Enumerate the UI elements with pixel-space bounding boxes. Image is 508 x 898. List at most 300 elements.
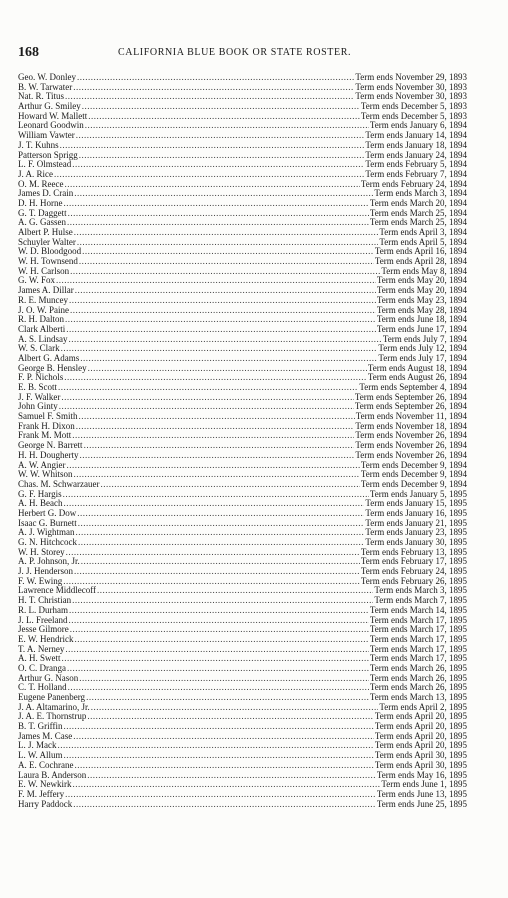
term-end-date: Term ends January 15, 1895 [365, 499, 467, 509]
roster-entry [18, 586, 467, 596]
roster-entry [18, 461, 467, 471]
dot-leader [63, 577, 360, 587]
officer-name: O. M. Reece [18, 179, 64, 189]
dot-leader [72, 596, 373, 606]
officer-name: Chas. M. Schwarzauer [18, 479, 100, 489]
term-end-date: Term ends May 20, 1894 [376, 286, 467, 296]
term-end-date: Term ends December 5, 1893 [360, 111, 467, 121]
officer-name: W. D. Bloodgood [18, 247, 82, 257]
roster-entry [18, 780, 467, 790]
roster-entry [18, 499, 467, 509]
officer-name: J. A. Altamarino, Jr. [18, 702, 90, 712]
page-header [18, 45, 478, 63]
officer-name: Schuyler Walter [18, 237, 76, 247]
term-end-date: Term ends January 14, 1894 [365, 131, 467, 141]
term-end-date: Term ends January 30, 1895 [365, 538, 467, 547]
officer-name: A. E. Cochrane [18, 760, 74, 770]
dot-leader [68, 683, 369, 693]
officer-name: James M. Case [18, 731, 73, 741]
officer-name: Lawrence Middlecoff [18, 586, 97, 596]
term-end-date: Term ends March 17, 1895 [369, 644, 467, 654]
dot-leader [77, 73, 354, 83]
officer-name: Howard W. Mallett [18, 111, 88, 121]
officer-name: Herbert G. Dow [18, 508, 77, 518]
dot-leader [80, 451, 355, 461]
dot-leader [61, 393, 354, 403]
term-end-date: Term ends April 16, 1894 [374, 247, 467, 257]
roster-entry [18, 247, 467, 257]
roster-entry [18, 722, 467, 732]
term-end-date: Term ends December 9, 1894 [360, 470, 467, 480]
term-end-date: Term ends February 24, 1894 [360, 179, 467, 189]
officer-name: Nat. R. Titus [18, 92, 65, 102]
roster-entry [18, 180, 467, 190]
dot-leader [75, 528, 364, 538]
term-end-date: Term ends September 4, 1894 [359, 383, 467, 392]
term-end-date: Term ends November 30, 1893 [355, 92, 467, 102]
roster-entry [18, 141, 467, 151]
roster-entry [18, 199, 467, 209]
roster-entry [18, 422, 467, 432]
officer-name: A. P. Johnson, Jr. [18, 557, 80, 567]
officer-name: G. T. Daggett [18, 208, 67, 218]
term-end-date: Term ends April 5, 1894 [379, 237, 467, 247]
term-end-date: Term ends March 7, 1895 [374, 596, 467, 606]
officer-name: J. O. W. Paine [18, 305, 70, 315]
dot-leader [73, 732, 374, 742]
term-end-date: Term ends November 26, 1894 [355, 431, 467, 441]
dot-leader [77, 509, 364, 519]
officer-name: E. W. Newkirk [18, 780, 72, 790]
roster-entry [18, 509, 467, 519]
roster-entry [18, 664, 467, 674]
term-end-date: Term ends January 24, 1894 [365, 150, 467, 160]
term-end-date: Term ends February 13, 1895 [360, 547, 467, 557]
term-end-date: Term ends April 20, 1895 [374, 741, 467, 751]
roster-entry [18, 83, 467, 93]
officer-name: Geo. W. Donley [18, 73, 76, 82]
roster-entry [18, 412, 467, 422]
roster-entry [18, 364, 467, 374]
officer-name: H. H. Dougherty [18, 450, 79, 460]
officer-name: William Vawter [18, 131, 75, 141]
officer-name: Harry Paddock [18, 799, 73, 809]
term-end-date: Term ends November 29, 1893 [355, 73, 467, 82]
term-end-date: Term ends March 25, 1894 [369, 208, 467, 218]
officer-name: George N. Barrett [18, 441, 83, 451]
officer-name: L. F. Olmstead [18, 160, 72, 170]
roster-entry [18, 654, 467, 664]
dot-leader [67, 218, 369, 228]
term-end-date: Term ends February 26, 1895 [360, 576, 467, 586]
term-end-date: Term ends April 30, 1895 [374, 760, 467, 770]
dot-leader [79, 151, 365, 161]
roster-entry [18, 160, 467, 170]
roster-entry [18, 645, 467, 655]
term-end-date: Term ends February 17, 1895 [360, 557, 467, 567]
term-end-date: Term ends April 20, 1895 [374, 712, 467, 722]
officer-name: Albert P. Hulse [18, 228, 73, 237]
roster-entry [18, 761, 467, 771]
roster-entry [18, 121, 467, 131]
dot-leader [65, 645, 369, 655]
term-end-date: Term ends September 26, 1894 [354, 392, 467, 402]
roster-entry [18, 315, 467, 325]
term-end-date: Term ends June 25, 1895 [376, 799, 467, 809]
term-end-date: Term ends November 26, 1894 [355, 441, 467, 451]
officer-name: A. W. Angier [18, 460, 66, 470]
term-end-date: Term ends January 18, 1894 [365, 140, 467, 150]
roster-entry [18, 557, 467, 567]
term-end-date: Term ends March 3, 1895 [374, 586, 467, 596]
dot-leader [69, 335, 382, 345]
roster-entry [18, 102, 467, 112]
dot-leader [64, 373, 367, 383]
officer-name: Clark Alberti [18, 324, 66, 334]
dot-leader [58, 741, 374, 751]
roster-entry [18, 528, 467, 538]
dot-leader [79, 412, 355, 422]
officer-name: Eugene Panenberg [18, 693, 86, 702]
term-end-date: Term ends September 26, 1894 [354, 402, 467, 412]
term-end-date: Term ends August 26, 1894 [367, 373, 467, 383]
officer-name: L. W. Allum [18, 751, 63, 761]
officer-name: G. F. Hargis [18, 489, 62, 499]
dot-leader [87, 712, 374, 722]
officer-name: W. H. Carlson [18, 266, 70, 276]
term-end-date: Term ends June 1, 1895 [381, 780, 467, 790]
officer-name: James A. Dillar [18, 286, 74, 296]
dot-leader [70, 267, 380, 277]
officer-name: W. H. Townsend [18, 257, 78, 267]
dot-leader [74, 228, 379, 238]
term-end-date: Term ends January 16, 1895 [365, 508, 467, 518]
roster-entry [18, 538, 467, 548]
dot-leader [81, 557, 360, 567]
roster-entry [18, 151, 467, 161]
term-end-date: Term ends May 28, 1894 [376, 305, 467, 315]
officer-name: O. C. Dranga [18, 663, 66, 673]
dot-leader [91, 703, 379, 713]
roster-entry [18, 616, 467, 626]
dot-leader [74, 567, 360, 577]
roster-entry [18, 257, 467, 267]
term-end-date: Term ends April 3, 1894 [379, 228, 467, 237]
dot-leader [88, 112, 360, 122]
officer-name: G. N. Hitchcock [18, 538, 77, 547]
officer-name: J. L. Freeland [18, 615, 68, 625]
term-end-date: Term ends March 20, 1894 [369, 198, 467, 208]
officer-name: J. A. E. Thornstrup [18, 712, 87, 722]
roster-entry [18, 596, 467, 606]
officer-name: Arthur G. Smiley [18, 102, 81, 112]
roster-entry [18, 625, 467, 635]
dot-leader [68, 209, 369, 219]
dot-leader [62, 654, 369, 664]
officer-name: W. S. Clark [18, 344, 60, 354]
term-end-date: Term ends May 20, 1894 [376, 276, 467, 286]
term-end-date: Term ends December 5, 1893 [360, 102, 467, 112]
dot-leader [59, 402, 354, 412]
dot-leader [70, 306, 376, 316]
officer-name: R. L. Durham [18, 605, 68, 615]
term-end-date: Term ends June 17, 1894 [376, 324, 467, 334]
term-end-date: Term ends March 17, 1895 [369, 634, 467, 644]
term-end-date: Term ends March 26, 1895 [369, 683, 467, 693]
officer-name: John Ginty [18, 402, 58, 412]
term-end-date: Term ends February 7, 1894 [365, 169, 467, 179]
dot-leader [77, 238, 379, 248]
page-number: 168 [18, 45, 39, 60]
roster-entry [18, 296, 467, 306]
dot-leader [76, 131, 365, 141]
roster-entry [18, 238, 467, 248]
term-end-date: Term ends March 17, 1895 [369, 625, 467, 635]
roster-entry [18, 306, 467, 316]
dot-leader [75, 286, 376, 296]
roster-entry [18, 635, 467, 645]
roster-entry [18, 732, 467, 742]
dot-leader [82, 247, 374, 257]
officer-name: E. B. Scott [18, 383, 58, 392]
dot-leader [58, 383, 358, 393]
dot-leader [66, 548, 360, 558]
roster-list [18, 73, 467, 809]
term-end-date: Term ends May 16, 1895 [376, 770, 467, 780]
dot-leader [69, 606, 369, 616]
dot-leader [69, 616, 369, 626]
dot-leader [79, 257, 374, 267]
dot-leader [64, 751, 374, 761]
officer-name: Patterson Sprigg [18, 150, 78, 160]
dot-leader [65, 92, 354, 102]
roster-entry [18, 373, 467, 383]
roster-entry [18, 490, 467, 500]
roster-entry [18, 800, 467, 810]
roster-entry [18, 354, 467, 364]
term-end-date: Term ends August 18, 1894 [367, 363, 467, 373]
officer-name: E. W. Hendrick [18, 634, 74, 644]
dot-leader [75, 635, 369, 645]
dot-leader [79, 674, 369, 684]
officer-name: F. P. Nichols [18, 373, 64, 383]
dot-leader [88, 364, 367, 374]
term-end-date: Term ends April 2, 1895 [379, 702, 467, 712]
term-end-date: Term ends November 26, 1894 [355, 450, 467, 460]
dot-leader [64, 180, 359, 190]
roster-entry [18, 383, 467, 393]
officer-name: Frank M. Mott [18, 431, 72, 441]
dot-leader [72, 160, 364, 170]
dot-leader [78, 538, 364, 548]
officer-name: Jesse Gilmore [18, 625, 69, 635]
roster-entry [18, 267, 467, 277]
officer-name: J. A. Rice [18, 169, 53, 179]
roster-entry [18, 286, 467, 296]
roster-entry [18, 170, 467, 180]
dot-leader [63, 490, 369, 500]
term-end-date: Term ends April 20, 1895 [374, 731, 467, 741]
dot-leader [82, 102, 360, 112]
roster-entry [18, 451, 467, 461]
dot-leader [85, 121, 369, 131]
officer-name: A. H. Beach [18, 499, 63, 509]
term-end-date: Term ends March 26, 1895 [369, 663, 467, 673]
roster-entry [18, 674, 467, 684]
roster-entry [18, 480, 467, 490]
roster-entry [18, 393, 467, 403]
term-end-date: Term ends January 23, 1895 [365, 528, 467, 538]
officer-name: T. A. Nerney [18, 644, 65, 654]
roster-entry [18, 683, 467, 693]
officer-name: A. G. Gassen [18, 218, 66, 228]
officer-name: R. H. Dalton [18, 315, 64, 325]
dot-leader [56, 276, 376, 286]
roster-entry [18, 73, 467, 83]
term-end-date: Term ends March 13, 1895 [369, 693, 467, 702]
term-end-date: Term ends June 13, 1895 [376, 789, 467, 799]
term-end-date: Term ends April 30, 1895 [374, 751, 467, 761]
dot-leader [65, 790, 376, 800]
roster-entry [18, 577, 467, 587]
roster-entry [18, 431, 467, 441]
officer-name: B. T. Griffin [18, 722, 63, 732]
dot-leader [73, 780, 381, 790]
term-end-date: Term ends March 17, 1895 [369, 615, 467, 625]
roster-entry [18, 771, 467, 781]
roster-entry [18, 712, 467, 722]
officer-name: B. W. Tarwater [18, 82, 73, 92]
roster-entry [18, 606, 467, 616]
roster-entry [18, 92, 467, 102]
term-end-date: Term ends May 23, 1894 [376, 295, 467, 305]
officer-name: R. E. Muncey [18, 295, 68, 305]
dot-leader [80, 354, 377, 364]
dot-leader [84, 441, 355, 451]
dot-leader [64, 722, 374, 732]
dot-leader [74, 189, 373, 199]
officer-name: F. W. Ewing [18, 576, 63, 586]
roster-entry [18, 751, 467, 761]
term-end-date: Term ends January 5, 1895 [369, 489, 467, 499]
term-end-date: Term ends March 14, 1895 [369, 605, 467, 615]
officer-name: Laura B. Anderson [18, 770, 87, 780]
officer-name: C. T. Holland [18, 683, 67, 693]
roster-entry [18, 131, 467, 141]
roster-entry [18, 790, 467, 800]
roster-entry [18, 693, 467, 703]
roster-entry [18, 548, 467, 558]
officer-name: A. J. Wightman [18, 528, 75, 538]
term-end-date: Term ends March 17, 1895 [369, 654, 467, 664]
dot-leader [97, 586, 373, 596]
term-end-date: Term ends March 3, 1894 [374, 189, 467, 199]
roster-entry [18, 470, 467, 480]
officer-name: Albert G. Adams [18, 353, 80, 363]
term-end-date: Term ends July 7, 1894 [382, 334, 467, 344]
term-end-date: Term ends July 17, 1894 [378, 353, 467, 363]
roster-entry [18, 567, 467, 577]
term-end-date: Term ends February 5, 1894 [365, 160, 467, 170]
dot-leader [67, 461, 360, 471]
dot-leader [69, 296, 376, 306]
dot-leader [74, 470, 360, 480]
dot-leader [70, 625, 369, 635]
dot-leader [74, 761, 373, 771]
officer-name: Isaac G. Burnett [18, 518, 77, 528]
dot-leader [72, 431, 354, 441]
term-end-date: Term ends November 30, 1893 [355, 82, 467, 92]
term-end-date: Term ends March 26, 1895 [369, 673, 467, 683]
term-end-date: Term ends March 25, 1894 [369, 218, 467, 228]
officer-name: D. H. Horne [18, 198, 63, 208]
officer-name: L. J. Mack [18, 741, 57, 751]
dot-leader [73, 83, 354, 93]
term-end-date: Term ends November 18, 1894 [355, 421, 467, 431]
dot-leader [64, 199, 369, 209]
dot-leader [60, 141, 365, 151]
dot-leader [87, 771, 376, 781]
officer-name: J. J. Henderson [18, 567, 73, 577]
term-end-date: Term ends January 6, 1894 [369, 121, 467, 131]
term-end-date: Term ends January 21, 1895 [365, 518, 467, 528]
term-end-date: Term ends December 9, 1894 [360, 460, 467, 470]
roster-entry [18, 344, 467, 354]
officer-name: George B. Hensley [18, 363, 87, 373]
roster-entry [18, 218, 467, 228]
officer-name: A. H. Swett [18, 654, 61, 664]
officer-name: J. F. Walker [18, 392, 61, 402]
officer-name: J. T. Kuhns [18, 140, 59, 150]
officer-name: H. T. Christian [18, 596, 72, 606]
term-end-date: Term ends April 20, 1895 [374, 722, 467, 732]
roster-entry [18, 189, 467, 199]
running-title: CALIFORNIA BLUE BOOK OR STATE ROSTER. [118, 47, 352, 58]
term-end-date: Term ends July 12, 1894 [378, 344, 467, 354]
officer-name: Frank H. Dixon [18, 421, 75, 431]
dot-leader [66, 325, 376, 335]
roster-entry [18, 741, 467, 751]
dot-leader [61, 344, 378, 354]
roster-entry [18, 325, 467, 335]
roster-entry [18, 209, 467, 219]
term-end-date: Term ends June 18, 1894 [376, 315, 467, 325]
officer-name: Leonard Goodwin [18, 121, 84, 131]
term-end-date: Term ends November 11, 1894 [355, 412, 467, 422]
roster-entry [18, 112, 467, 122]
roster-entry [18, 228, 467, 238]
officer-name: A. S. Lindsay [18, 334, 68, 344]
dot-leader [78, 519, 365, 529]
dot-leader [86, 693, 369, 703]
dot-leader [100, 480, 359, 490]
roster-entry [18, 335, 467, 345]
roster-entry [18, 276, 467, 286]
dot-leader [76, 422, 355, 432]
officer-name: F. M. Jeffery [18, 789, 65, 799]
dot-leader [65, 315, 376, 325]
dot-leader [67, 664, 369, 674]
officer-name: W. H. Storey [18, 547, 65, 557]
roster-entry [18, 703, 467, 713]
dot-leader [64, 499, 365, 509]
dot-leader [54, 170, 364, 180]
term-end-date: Term ends April 28, 1894 [374, 257, 467, 267]
roster-entry [18, 441, 467, 451]
term-end-date: Term ends May 8, 1894 [381, 266, 467, 276]
officer-name: W. W. Whitson [18, 470, 73, 480]
officer-name: Samuel F. Smith [18, 412, 78, 422]
